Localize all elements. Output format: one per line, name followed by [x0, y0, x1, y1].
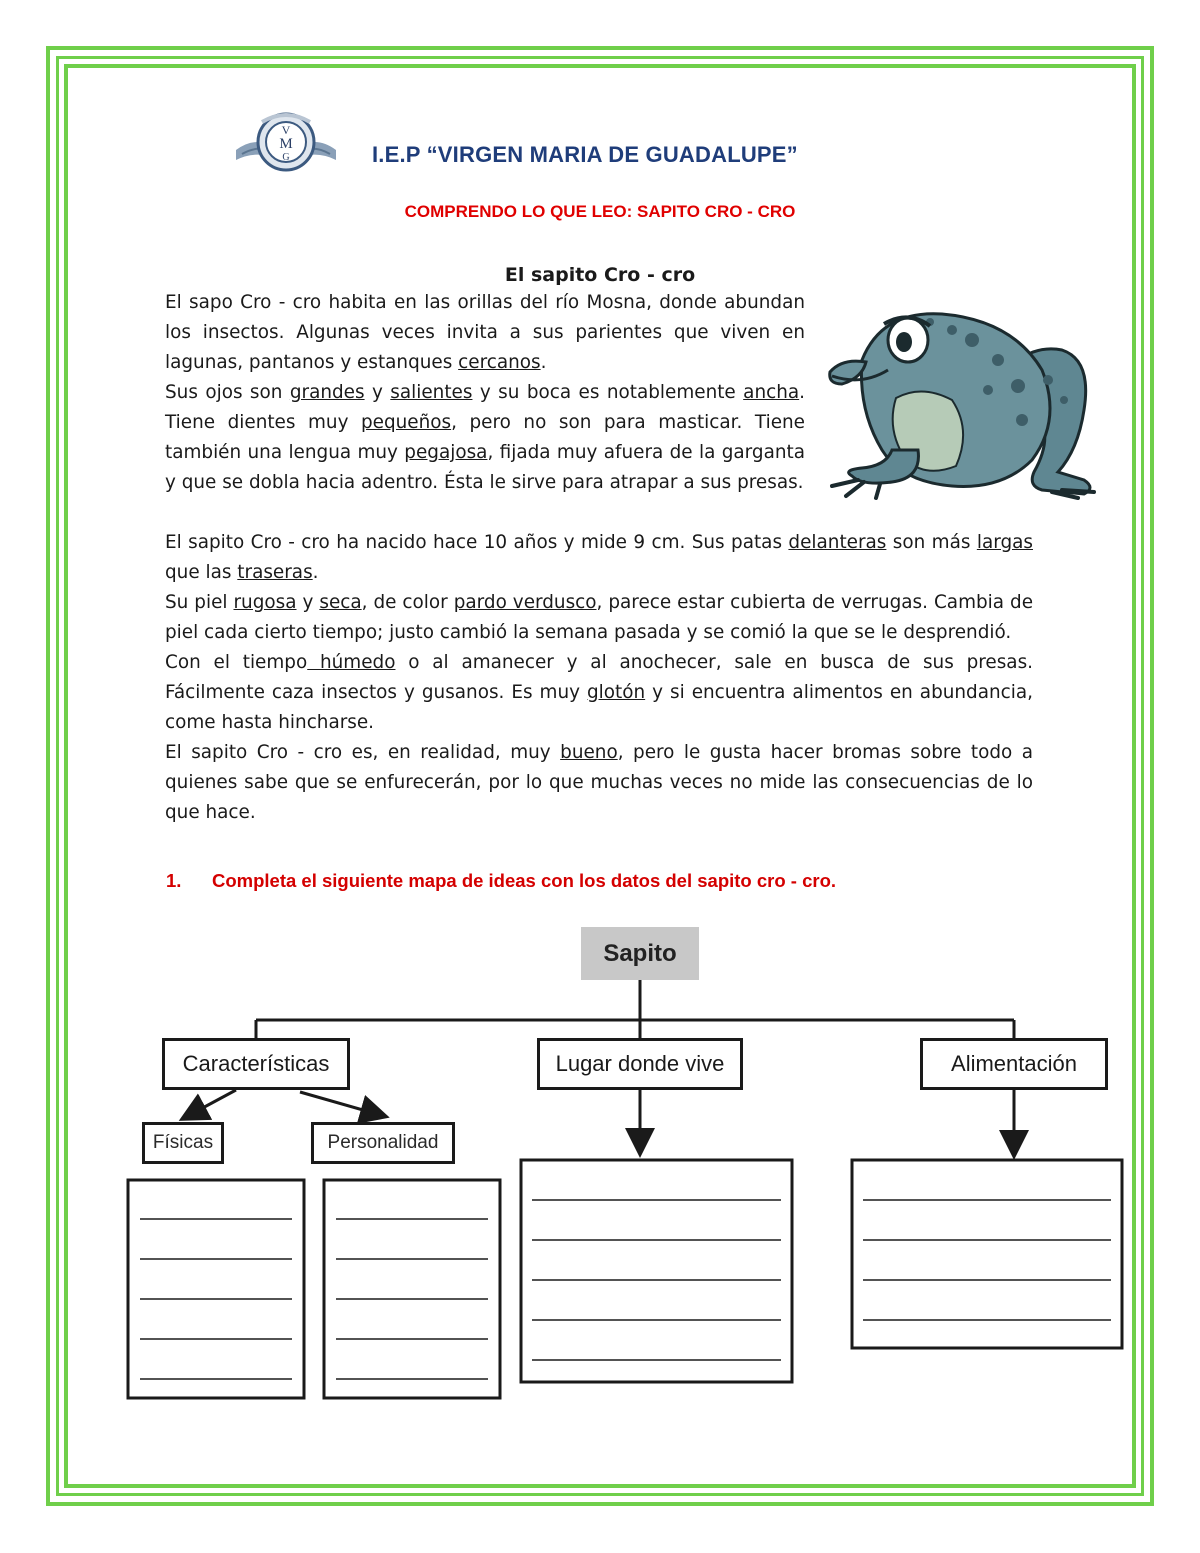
paragraph-3: El sapito Cro - cro ha nacido hace 10 años y mide 9 cm. Sus patas delanteras son más largas que las traseras.: [165, 532, 1033, 583]
paragraph-4: Su piel rugosa y seca, de color pardo verdusco, parece estar cubierta de verrugas. Cambia de piel cada cierto tiempo; justo cambió la semana pasada y se comió la que se le desprendió.: [165, 592, 1034, 643]
story-title: El sapito Cro - cro: [504, 264, 696, 286]
map-branch-alimentacion: Alimentación: [920, 1038, 1108, 1090]
story-paragraphs-bottom: [165, 528, 1033, 828]
paragraph-5: Con el tiempo húmedo o al amanecer y al anochecer, sale en busca de sus presas. Fácilmente caza insectos y gusanos. Es muy glotón y si encuentra alimentos en abundancia, come hasta hincharse.: [165, 652, 1033, 733]
map-sub-personalidad: Personalidad: [311, 1122, 455, 1164]
map-sub-fisicas: Físicas: [142, 1122, 224, 1164]
map-branch-caracteristicas: Características: [162, 1038, 350, 1090]
instruction-number: 1.: [166, 870, 182, 891]
paragraph-1: El sapo Cro - cro habita en las orillas del río Mosna, donde abundan los insectos. Algunas veces invita a sus parientes que viven en lagunas, pantanos y estanques cercanos.: [165, 292, 805, 373]
instruction-text: Completa el siguiente mapa de ideas con los datos del sapito cro - cro.: [212, 870, 837, 891]
paragraph-6: El sapito Cro - cro es, en realidad, muy bueno, pero le gusta hacer bromas sobre todo a quienes sabe que se enfurecerán, por lo que muchas veces no mide las consecuencias de lo que hace.: [165, 742, 1033, 823]
frog-illustration: [822, 300, 1098, 500]
instruction-1: [166, 870, 836, 892]
story-paragraphs-top: [165, 288, 805, 498]
svg-text:M: M: [279, 136, 293, 152]
svg-text:G: G: [282, 152, 290, 163]
page-subtitle: COMPRENDO LO QUE LEO: SAPITO CRO - CRO: [404, 202, 796, 221]
paragraph-2: Sus ojos son grandes y salientes y su boca es notablemente ancha. Tiene dientes muy pequeños, pero no son para masticar. Tiene también una lengua muy pegajosa, fijada muy afuera de la garganta y que se dobla hacia adentro. Ésta le sirve para atrapar a sus presas.: [165, 382, 805, 493]
map-root-sapito: Sapito: [581, 927, 699, 980]
school-name: I.E.P “VIRGEN MARIA DE GUADALUPE”: [372, 142, 798, 167]
school-logo: [232, 108, 340, 174]
map-branch-lugar: Lugar donde vive: [537, 1038, 743, 1090]
svg-text:V: V: [281, 123, 291, 137]
